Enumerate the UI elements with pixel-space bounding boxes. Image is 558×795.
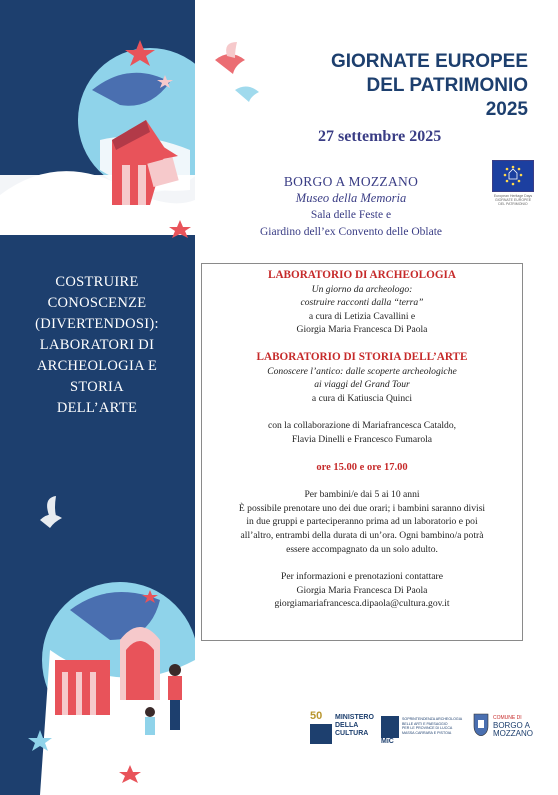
audience-text: Per bambini/e dai 5 ai 10 anni [304, 489, 420, 501]
ministry-name [335, 714, 374, 738]
lab1-subtitle: costruire racconti dalla “terra” [300, 297, 424, 309]
soprintendenza-name-line: BELLE ARTI E PAESAGGIO [402, 721, 448, 726]
lab1-credit: a cura di Letizia Cavallini e [308, 310, 416, 322]
comune-name-line: COMUNE DI [493, 715, 522, 721]
bird-icon [40, 496, 62, 528]
sponsor-logos [305, 708, 535, 752]
contact-email[interactable]: giorgiamariafrancesca.dipaola@cultura.gov.it [274, 598, 450, 610]
lab2-title: LABORATORIO DI STORIA DELL’ARTE [256, 350, 468, 363]
lab1-subtitle: Un giorno da archeologo: [311, 283, 413, 295]
info-text: in due gruppi e parteciperanno prima ad un laboratorio e poi [246, 516, 478, 528]
lab2-subtitle: Conoscere l’antico: dalle scoperte archeologiche [267, 365, 457, 377]
side-title-line: CONOSCENZE [47, 295, 147, 311]
side-title-line: COSTRUIRE [55, 274, 139, 290]
contact-text: Per informazioni e prenotazioni contattare [281, 571, 443, 583]
venue-room: Sala delle Feste e [310, 209, 392, 221]
soprintendenza-name-line: PER LE PROVINCE DI LUCCA [402, 726, 453, 731]
side-title-line: LABORATORI DI [39, 337, 155, 353]
soprintendenza-logo [381, 714, 467, 750]
ministry-name-line: CULTURA [335, 730, 369, 737]
lab1-title: LABORATORIO DI ARCHEOLOGIA [268, 269, 456, 281]
eu-logo-caption [492, 194, 534, 206]
ministry-emblem-icon [310, 724, 332, 744]
venue-town: BORGO A MOZZANO [283, 174, 419, 189]
soprintendenza-name-line: SOPRINTENDENZA ARCHEOLOGIA [402, 717, 463, 721]
ministero-cultura-logo [310, 710, 374, 750]
comune-name-line: BORGO A [493, 721, 530, 730]
side-title-line: (DIVERTENDOSI): [35, 316, 159, 332]
contact-name: Giorgia Maria Francesca Di Paola [296, 584, 428, 596]
side-title-line: ARCHEOLOGIA E [36, 358, 158, 374]
venue-block [240, 173, 462, 241]
side-title [8, 272, 186, 419]
event-date: 27 settembre 2025 [318, 128, 442, 145]
lab1-credit: Giorgia Maria Francesca Di Paola [296, 324, 428, 336]
venue-museum: Museo della Memoria [295, 191, 407, 205]
lab2-subtitle: ai viaggi del Grand Tour [314, 379, 410, 391]
arch-icon [120, 627, 160, 700]
header-year: 2025 [485, 99, 528, 120]
soprintendenza-name-line: MASSA CARRARA E PISTOIA [402, 730, 452, 735]
left-panel [0, 0, 195, 795]
collaboration-text: Flavia Dinelli e Francesco Fumarola [291, 433, 433, 445]
temple-base-icon [55, 660, 110, 715]
info-text: all’altro, entrambi della durata di un’ora. Ogni bambino/a potrà [240, 529, 484, 541]
eu-flag-icon [492, 160, 534, 192]
coat-of-arms-icon [473, 712, 489, 736]
event-header [300, 50, 528, 122]
soprintendenza-name [402, 717, 462, 735]
header-title-line: DEL PATRIMONIO [366, 75, 528, 96]
soprintendenza-emblem-icon [381, 716, 399, 738]
mic-label: MiC [381, 738, 394, 745]
side-title-line: DELL’ARTE [56, 400, 138, 416]
info-text: essere accompagnato da un solo adulto. [286, 543, 438, 555]
program-box [201, 263, 523, 641]
comune-name-line: MOZZANO [493, 729, 533, 738]
european-heritage-days-logo [492, 160, 534, 208]
ministry-anniversary-number: 50 [310, 710, 323, 722]
side-title-line: STORIA [70, 379, 124, 395]
venue-garden: Giardino dell’ex Convento delle Oblate [259, 226, 443, 238]
eu-logo-caption-line: GIORNATE EUROPEE DEL PATRIMONIO [494, 198, 532, 206]
dove-icon [205, 40, 265, 120]
ministry-name-line: DELLA [335, 722, 359, 729]
ministry-name-line: MINISTERO [335, 714, 374, 721]
comune-name [493, 714, 533, 738]
eu-logo-caption-line: European Heritage Days [493, 194, 533, 198]
session-times: ore 15.00 e ore 17.00 [316, 461, 408, 473]
collaboration-text: con la collaborazione di Mariafrancesca Cataldo, [267, 420, 457, 432]
comune-borgo-a-mozzano-logo [473, 708, 535, 752]
info-text: È possibile prenotare uno dei due orari; i bambini saranno divisi [238, 502, 486, 514]
lab2-credit: a cura di Katiuscia Quinci [311, 392, 413, 404]
header-title-line: GIORNATE EUROPEE [330, 51, 528, 72]
